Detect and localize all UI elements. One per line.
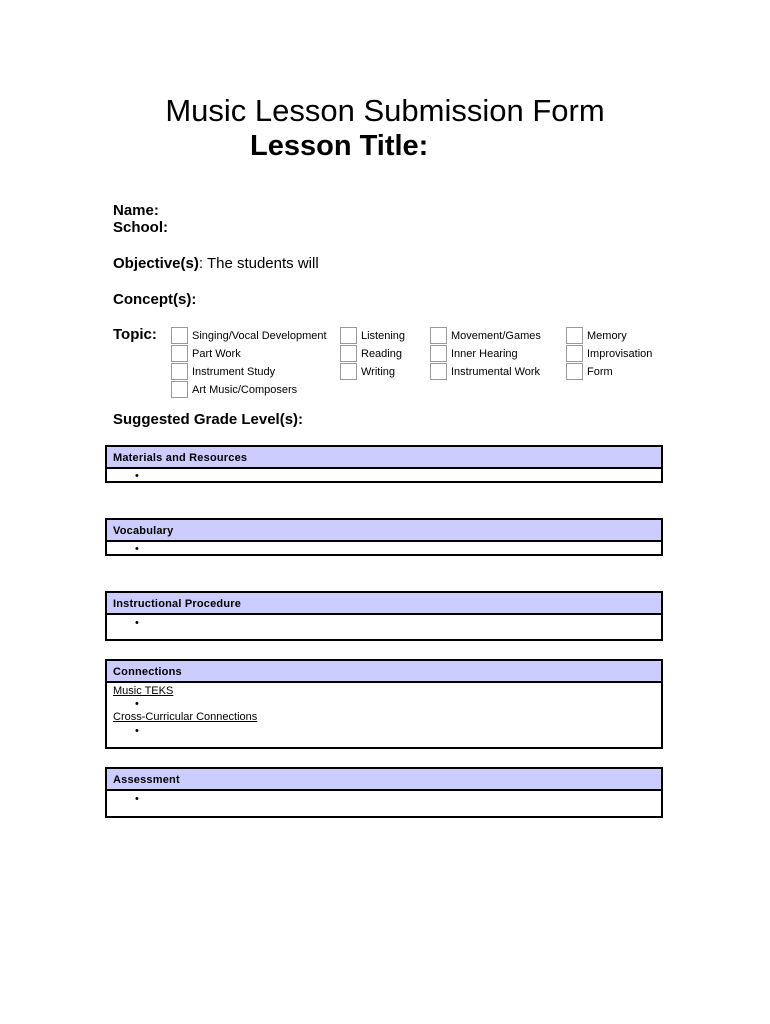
topic-label-text: Inner Hearing bbox=[451, 348, 518, 360]
bullet: • bbox=[135, 698, 139, 710]
checkbox[interactable] bbox=[566, 363, 583, 380]
checkbox[interactable] bbox=[171, 327, 188, 344]
vocabulary-section bbox=[105, 518, 663, 556]
topic-label-text: Writing bbox=[361, 366, 396, 378]
bullet: • bbox=[135, 543, 139, 555]
name-label: Name: bbox=[113, 202, 159, 219]
checkbox[interactable] bbox=[430, 327, 447, 344]
assessment-body[interactable] bbox=[107, 791, 661, 818]
topic-label-text: Listening bbox=[361, 330, 406, 342]
lesson-title-label: Lesson Title: bbox=[250, 130, 429, 162]
cross-curricular-link[interactable]: Cross-Curricular Connections bbox=[113, 711, 258, 723]
materials-body[interactable] bbox=[107, 469, 661, 483]
bullet: • bbox=[135, 725, 139, 737]
music-teks-link[interactable]: Music TEKS bbox=[113, 685, 174, 697]
assessment-header: Assessment bbox=[107, 769, 661, 791]
checkbox[interactable] bbox=[171, 381, 188, 398]
form-title: Music Lesson Submission Form bbox=[165, 93, 605, 128]
connections-section bbox=[105, 659, 663, 749]
topic-label-text: Singing/Vocal Development bbox=[192, 330, 327, 342]
checkbox[interactable] bbox=[430, 345, 447, 362]
objective-text: : The students will bbox=[198, 255, 319, 272]
checkbox[interactable] bbox=[340, 327, 357, 344]
checkbox[interactable] bbox=[430, 363, 447, 380]
concepts-label: Concept(s): bbox=[113, 291, 197, 308]
checkbox[interactable] bbox=[340, 363, 357, 380]
grade-level-label: Suggested Grade Level(s): bbox=[113, 411, 304, 428]
topic-label-text: Memory bbox=[587, 330, 627, 342]
checkbox[interactable] bbox=[566, 345, 583, 362]
assessment-section bbox=[105, 767, 663, 818]
topic-label-text: Movement/Games bbox=[451, 330, 541, 342]
school-label: School: bbox=[113, 219, 168, 236]
topic-label-text: Form bbox=[587, 366, 613, 378]
topic-label-text: Improvisation bbox=[587, 348, 653, 360]
materials-section bbox=[105, 445, 663, 483]
materials-header: Materials and Resources bbox=[107, 447, 661, 469]
topic-label: Topic: bbox=[113, 326, 157, 343]
procedure-header: Instructional Procedure bbox=[107, 593, 661, 615]
topic-label-text: Instrument Study bbox=[192, 366, 276, 378]
objective-label: Objective(s) bbox=[113, 255, 199, 272]
objective-line bbox=[113, 255, 319, 272]
checkbox[interactable] bbox=[171, 363, 188, 380]
connections-header: Connections bbox=[107, 661, 661, 683]
procedure-section bbox=[105, 591, 663, 641]
checkbox[interactable] bbox=[171, 345, 188, 362]
procedure-body[interactable] bbox=[107, 615, 661, 641]
checkbox[interactable] bbox=[340, 345, 357, 362]
topic-label-text: Reading bbox=[361, 348, 402, 360]
bullet: • bbox=[135, 470, 139, 482]
topic-label-text: Instrumental Work bbox=[451, 366, 541, 378]
topic-label-text: Part Work bbox=[192, 348, 241, 360]
bullet: • bbox=[135, 617, 139, 629]
vocabulary-body[interactable] bbox=[107, 542, 661, 556]
checkbox[interactable] bbox=[566, 327, 583, 344]
topic-label-text: Art Music/Composers bbox=[192, 384, 298, 396]
bullet: • bbox=[135, 793, 139, 805]
vocabulary-header: Vocabulary bbox=[107, 520, 661, 542]
connections-body[interactable] bbox=[107, 683, 661, 749]
